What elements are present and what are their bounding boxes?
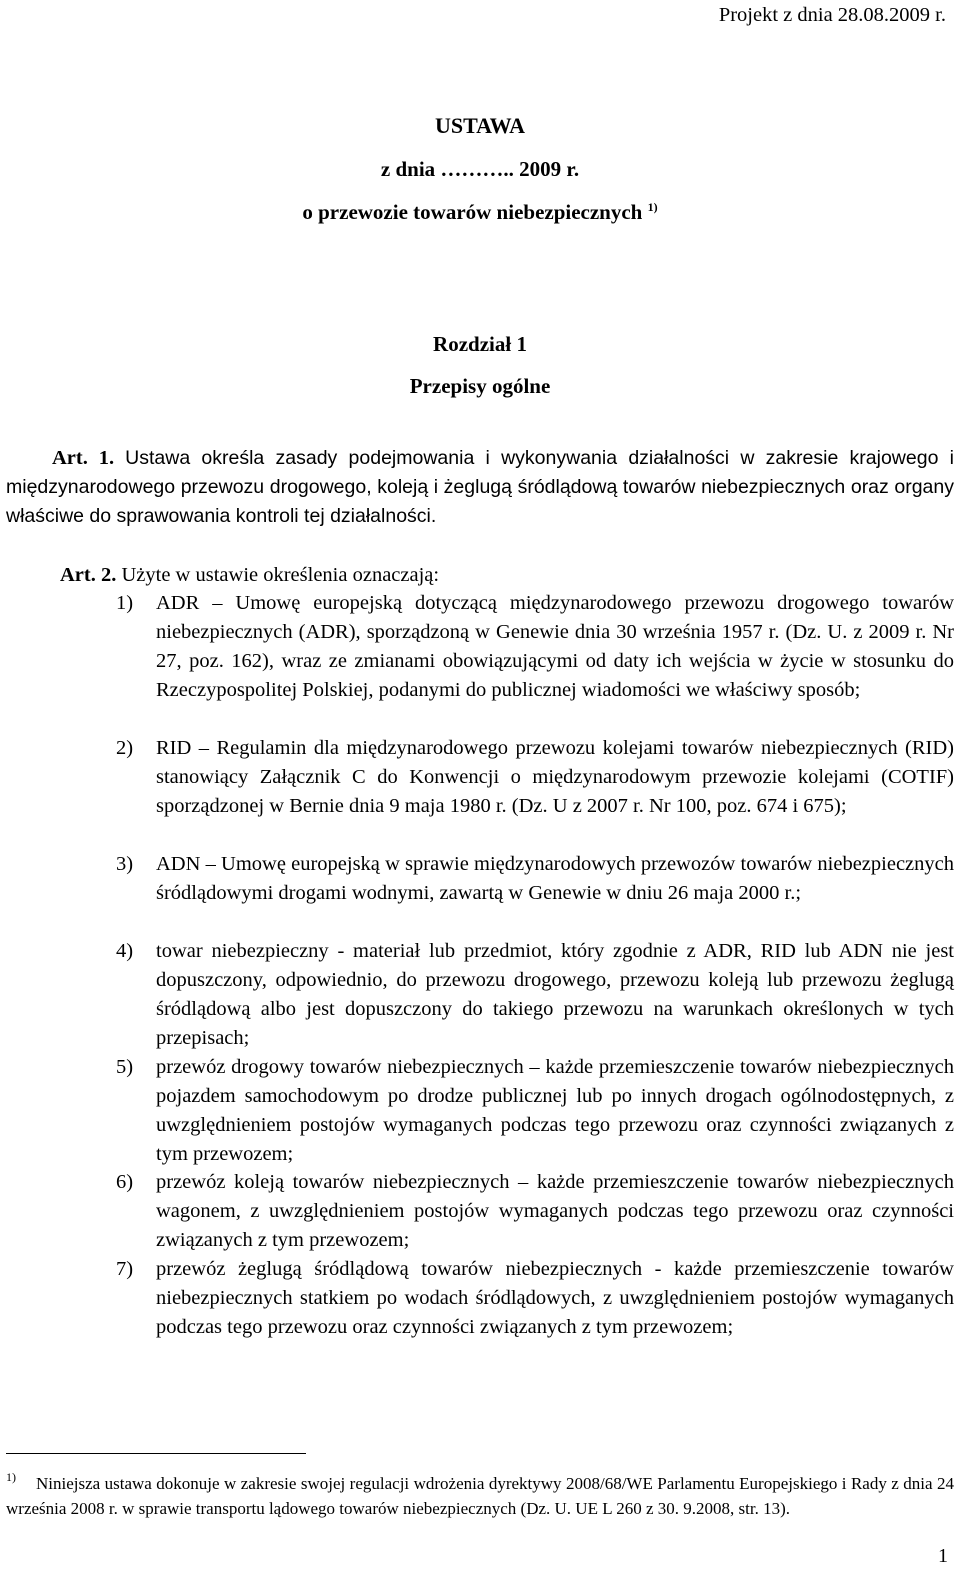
act-date: z dnia ……….. 2009 r. <box>380 157 580 181</box>
footnote-marker: 1) <box>6 1470 16 1484</box>
act-subject-text: o przewozie towarów niebezpiecznych <box>302 200 643 224</box>
definition-number: 5) <box>116 1056 134 1078</box>
definition-text: ADR – Umowę europejską dotyczącą międzynarodowego przewozu drogowego towarów niebezpiecznych (ADR), sporządzoną w Genewie dnia 30 września 1957 r. (Dz. U. z 2009 r. Nr 27, poz. 162), wraz ze zmianami obowiązującymi od daty ich wejścia w życie w stosunku do Rzeczypospolitej Polskiej, podanymi do publicznej wiadomości we właściwy sposób; <box>156 592 954 701</box>
act-type-title: USTAWA <box>434 113 526 138</box>
article-2-intro <box>60 561 954 590</box>
definition-text: przewóz żeglugą śródlądową towarów niebezpiecznych - każde przemieszczenie towarów niebezpiecznych statkiem po wodach śródlądowych, z uwzględnieniem postojów wymaganych podczas tego przewozu oraz czynności związanych z tym przewozem; <box>156 1258 954 1338</box>
definition-number: 4) <box>116 940 134 962</box>
chapter-name: Przepisy ogólne <box>409 374 551 398</box>
definition-number: 2) <box>116 737 134 759</box>
footnote-text: Niniejsza ustawa dokonuje w zakresie swojej regulacji wdrożenia dyrektywy 2008/68/WE Parlamentu Europejskiego i Rady z dnia 24 września 2008 r. w sprawie transportu lądowego towarów niebezpiecznych (Dz. U. UE L 260 z 30. 9.2008, str. 13). <box>6 1474 954 1518</box>
definition-text: ADN – Umowę europejską w sprawie międzynarodowych przewozów towarów niebezpiecznych śródlądowymi drogami wodnymi, zawartą w Genewie w dniu 26 maja 2000 r.; <box>156 853 954 904</box>
article-2-intro-text: Użyte w ustawie określenia oznaczają: <box>121 564 440 586</box>
definition-text: RID – Regulamin dla międzynarodowego przewozu kolejami towarów niebezpiecznych (RID) stanowiący Załącznik C do Konwencji o międzynarodowym przewozie kolejami (COTIF) sporządzonej w Bernie dnia 9 maja 1980 r. (Dz. U z 2007 r. Nr 100, poz. 674 i 675); <box>156 737 954 817</box>
footnote-reference: 1) <box>647 200 658 214</box>
act-subject <box>0 200 960 225</box>
project-date-header: Projekt z dnia 28.08.2009 r. <box>718 4 946 26</box>
page-number: 1 <box>938 1545 948 1567</box>
definition-text: przewóz koleją towarów niebezpiecznych – każde przemieszczenie towarów niebezpiecznych wagonem, z uwzględnieniem postojów wymaganych podczas tego przewozu oraz czynności związanych z tym przewozem; <box>156 1171 954 1251</box>
footnote-separator <box>6 1453 306 1454</box>
article-2-label: Art. 2. <box>60 564 117 586</box>
chapter-label: Rozdział 1 <box>433 332 527 356</box>
definition-number: 3) <box>116 853 134 875</box>
definition-number: 6) <box>116 1171 134 1193</box>
article-1 <box>6 444 954 531</box>
definition-number: 1) <box>116 592 134 614</box>
definition-text: przewóz drogowy towarów niebezpiecznych – każde przemieszczenie towarów niebezpiecznych pojazdem samochodowym po drodze publicznej lub po innych drogach ogólnodostępnych, z uwzględnieniem postojów wymaganych podczas tego przewozu oraz czynności związanych z tym przewozem; <box>156 1056 954 1165</box>
definition-number: 7) <box>116 1258 134 1280</box>
article-1-text: Ustawa określa zasady podejmowania i wykonywania działalności w zakresie krajowego i międzynarodowego przewozu drogowego, koleją i żeglugą śródlądową towarów niebezpiecznych oraz organy właściwe do sprawowania kontroli tej działalności. <box>6 447 954 527</box>
definition-text: towar niebezpieczny - materiał lub przedmiot, który zgodnie z ADR, RID lub ADN nie jest dopuszczony, odpowiednio, do przewozu drogowego, przewozu koleją lub przewozu żeglugą śródlądową albo jest dopuszczony do takiego przewozu na warunkach określonych w tych przepisach; <box>156 940 954 1049</box>
article-1-label: Art. 1. <box>52 447 115 469</box>
footnote <box>6 1471 954 1521</box>
